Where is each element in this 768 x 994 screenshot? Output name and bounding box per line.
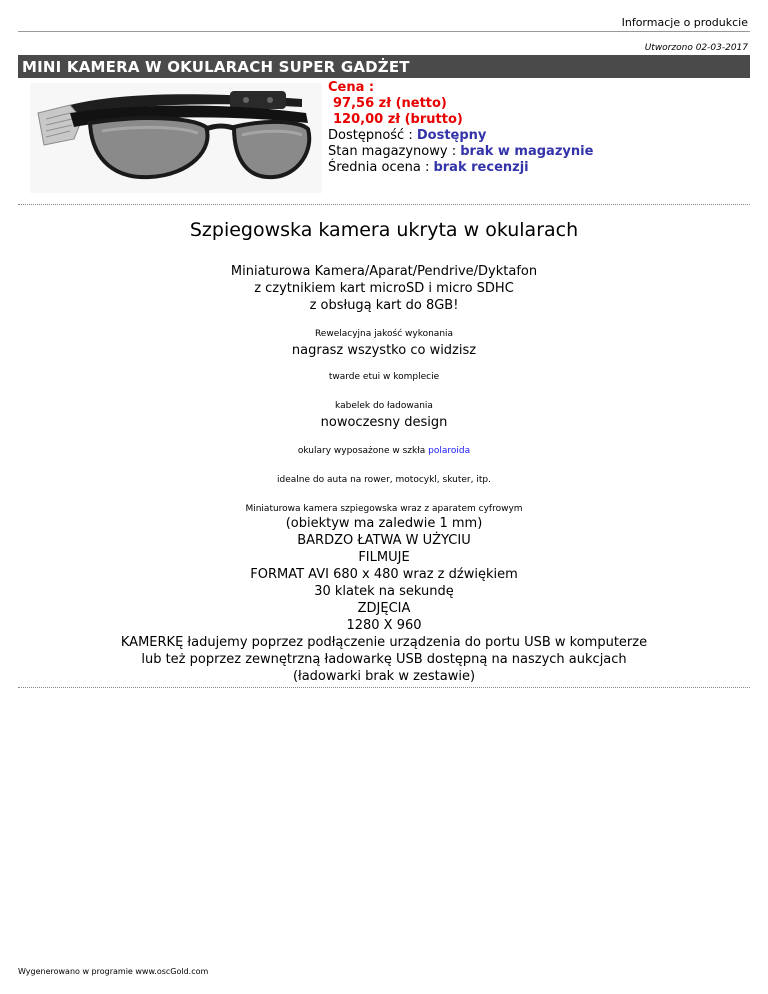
desc-line: BARDZO ŁATWA W UŻYCIU [297, 533, 471, 548]
stock-label: Stan magazynowy : [328, 144, 457, 159]
desc-small [18, 445, 750, 457]
desc-line: nagrasz wszystko co widzisz [291, 343, 477, 358]
desc-small: idealne do auta na rower, motocykl, skuter, itp. [277, 475, 491, 485]
polaroid-prefix: okulary wyposażone w szkła [297, 446, 426, 456]
desc-line: FORMAT AVI 680 x 480 wraz z dźwiękiem [250, 567, 518, 582]
product-info [328, 80, 593, 176]
availability-label: Dostępność : [328, 128, 413, 143]
footer-text: Wygenerowano w programie www.oscGold.com [18, 967, 209, 976]
description-heading: Szpiegowska kamera ukryta w okularach [189, 219, 579, 241]
stock-value: brak w magazynie [460, 144, 594, 159]
created-date: Utworzono 02-03-2017 [644, 43, 748, 53]
desc-line: (ładowarki brak w zestawie) [292, 669, 476, 684]
top-divider [18, 31, 750, 32]
price-gross: 120,00 zł (brutto) [333, 112, 463, 127]
availability-value: Dostępny [416, 128, 487, 143]
desc-small: Rewelacyjna jakość wykonania [314, 329, 454, 339]
divider-bottom [18, 687, 750, 688]
product-description [18, 215, 750, 685]
desc-line: 1280 X 960 [346, 618, 422, 633]
desc-line: Miniaturowa Kamera/Aparat/Pendrive/Dyktafon [230, 264, 538, 279]
desc-line: nowoczesny design [320, 415, 448, 430]
desc-line: (obiektyw ma zaledwie 1 mm) [285, 516, 483, 531]
desc-line: z obsługą kart do 8GB! [309, 298, 459, 313]
stock-row [328, 144, 593, 160]
availability-row [328, 128, 593, 144]
desc-line: z czytnikiem kart microSD i micro SDHC [254, 281, 514, 296]
desc-line: FILMUJE [358, 550, 410, 565]
desc-line: lub też poprzez zewnętrzną ładowarkę USB dostępną na naszych aukcjach [141, 652, 627, 667]
polaroid-link[interactable]: polaroida [428, 446, 471, 456]
divider-top [18, 204, 750, 205]
rating-value: brak recenzji [433, 160, 529, 175]
desc-line: ZDJĘCIA [357, 601, 411, 616]
rating-row [328, 160, 593, 176]
product-title: MINI KAMERA W OKULARACH SUPER GADŻET [18, 55, 750, 78]
section-label: Informacje o produkcie [621, 16, 748, 29]
desc-small: twarde etui w komplecie [328, 372, 440, 382]
product-image [30, 83, 322, 193]
desc-line: 30 klatek na sekundę [314, 584, 454, 599]
price-label: Cena : [328, 80, 375, 95]
price-net: 97,56 zł (netto) [333, 96, 447, 111]
desc-small: kabelek do ładowania [335, 401, 433, 411]
desc-line: KAMERKĘ ładujemy poprzez podłączenie urządzenia do portu USB w komputerze [120, 635, 648, 650]
rating-label: Średnia ocena : [328, 160, 430, 175]
desc-small: Miniaturowa kamera szpiegowska wraz z aparatem cyfrowym [245, 504, 523, 514]
